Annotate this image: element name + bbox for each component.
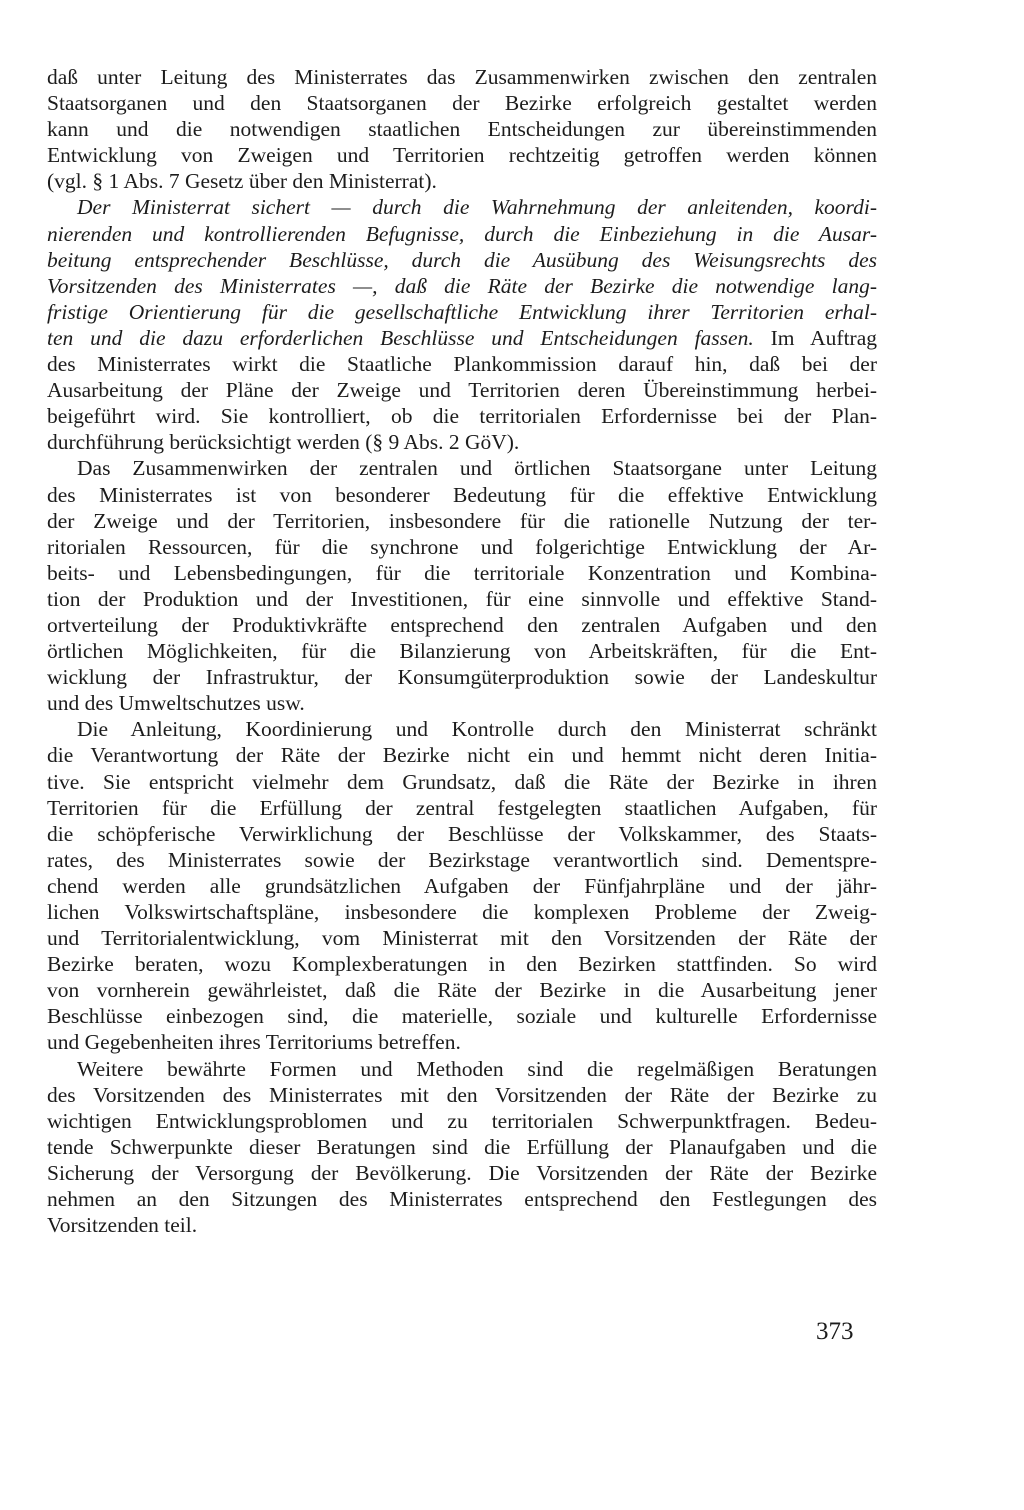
text-line: Weitere bewährte Formen und Methoden sind die regelmäßigen Beratungen <box>77 1056 877 1081</box>
text-line: Entwicklung von Zweigen und Territorien rechtzeitig getroffen werden können <box>47 143 877 168</box>
text-line: nehmen an den Sitzungen des Ministerrates entsprechend den Festlegungen des <box>47 1187 877 1212</box>
text-line: ritorialen Ressourcen, für die synchrone und folgerichtige Entwicklung der Ar- <box>47 534 877 559</box>
text-line: die schöpferische Verwirklichung der Beschlüsse der Volkskammer, des Staats- <box>47 821 877 846</box>
text-line <box>47 403 877 429</box>
roman-text: beigeführt wird. Sie kontrolliert, ob die territorialen Erfordernisse bei der Plan- <box>47 404 877 429</box>
text-line <box>47 377 877 403</box>
text-line <box>47 299 877 325</box>
text-line: örtlichen Möglichkeiten, für die Bilanzierung von Arbeitskräften, für die Ent- <box>47 639 877 664</box>
text-line: Staatsorganen und den Staatsorganen der Bezirke erfolgreich gestaltet werden <box>47 91 877 116</box>
italic-text: Vorsitzenden des Ministerrates —, daß die Räte der Bezirke die notwendige lang- <box>47 273 877 298</box>
text-line <box>47 247 877 273</box>
text-line: (vgl. § 1 Abs. 7 Gesetz über den Ministerrat). <box>47 169 437 194</box>
text-line: wicklung der Infrastruktur, der Konsumgüterproduktion sowie der Landeskultur <box>47 665 877 690</box>
roman-text: des Ministerrates wirkt die Staatliche Plankommission darauf hin, daß bei der <box>47 352 877 377</box>
italic-text: Der Ministerrat sichert — durch die Wahrnehmung der anleitenden, koordi- <box>77 195 877 220</box>
italic-text: fristige Orientierung für die gesellschaftliche Entwicklung ihrer Territorien erhal- <box>47 299 877 324</box>
text-line: ortverteilung der Produktivkräfte entsprechend den zentralen Aufgaben und den <box>47 612 877 637</box>
text-line: Beschlüsse einbezogen sind, die materielle, soziale und kulturelle Erfordernisse <box>47 1004 877 1029</box>
text-line: die Verantwortung der Räte der Bezirke nicht ein und hemmt nicht deren Initia- <box>47 743 877 768</box>
italic-text: beitung entsprechender Beschlüsse, durch die Ausübung des Weisungsrechts des <box>47 247 877 272</box>
text-line: rates, des Ministerrates sowie der Bezirkstage verantwortlich sind. Dementspre- <box>47 847 877 872</box>
text-line: des Vorsitzenden des Ministerrates mit den Vorsitzenden der Räte der Bezirke zu <box>47 1082 877 1107</box>
text-line: beits- und Lebensbedingungen, für die territoriale Konzentration und Kombina- <box>47 560 877 585</box>
text-line: von vornherein gewährleistet, daß die Räte der Bezirke in die Ausarbeitung jener <box>47 978 877 1003</box>
text-line: tende Schwerpunkte dieser Beratungen sind die Erfüllung der Planaufgaben und die <box>47 1134 877 1159</box>
text-line: daß unter Leitung des Ministerrates das Zusammenwirken zwischen den zentralen <box>47 65 877 89</box>
text-line <box>47 351 877 377</box>
page-body <box>47 64 877 1238</box>
text-line: Vorsitzenden teil. <box>47 1213 198 1238</box>
text-line: und Gegebenheiten ihres Territoriums betreffen. <box>47 1030 461 1055</box>
text-line: chend werden alle grundsätzlichen Aufgaben der Fünfjahrpläne und der jähr- <box>47 873 877 898</box>
text-line: Territorien für die Erfüllung der zentral festgelegten staatlichen Aufgaben, für <box>47 795 877 820</box>
page-number: 373 <box>816 1318 854 1345</box>
text-line: Bezirke beraten, wozu Komplexberatungen in den Bezirken stattfinden. So wird <box>47 952 877 977</box>
text-line: Sicherung der Versorgung der Bevölkerung. Die Vorsitzenden der Räte der Bezirke <box>47 1160 877 1185</box>
text-line: Die Anleitung, Koordinierung und Kontrolle durch den Ministerrat schränkt <box>77 717 877 742</box>
text-line <box>47 221 877 247</box>
roman-text: durchführung berücksichtigt werden (§ 9 Abs. 2 GöV). <box>47 430 520 455</box>
italic-text: ten und die dazu erforderlichen Beschlüsse und Entscheidungen fassen. <box>47 325 754 350</box>
roman-text: Ausarbeitung der Pläne der Zweige und Territorien deren Übereinstimmung herbei- <box>47 378 877 403</box>
paragraph <box>47 64 877 194</box>
text-line: tive. Sie entspricht vielmehr dem Grundsatz, daß die Räte der Bezirke in ihren <box>47 769 877 794</box>
text-line: tion der Produktion und der Investitionen, für eine sinnvolle und effektive Stand- <box>47 586 877 611</box>
text-line <box>47 273 877 299</box>
text-line: kann und die notwendigen staatlichen Entscheidungen zur übereinstimmenden <box>47 117 877 142</box>
text-line: wichtigen Entwicklungsproblomen und zu territorialen Schwerpunktfragen. Bedeu- <box>47 1108 877 1133</box>
text-line: lichen Volkswirtschaftspläne, insbesondere die komplexen Probleme der Zweig- <box>47 900 877 924</box>
text-line <box>47 325 877 351</box>
paragraph <box>47 194 877 455</box>
text-line: der Zweige und der Territorien, insbesondere für die rationelle Nutzung der ter- <box>47 508 877 533</box>
roman-text: Im Auftrag <box>753 325 877 350</box>
italic-text: nierenden und kontrollierenden Befugnisse, durch die Einbeziehung in die Ausar- <box>47 221 877 246</box>
paragraph <box>47 716 877 1055</box>
text-line: und des Umweltschutzes usw. <box>47 691 305 716</box>
paragraph <box>47 455 877 716</box>
text-line <box>47 194 877 220</box>
text-line <box>47 429 877 455</box>
text-line: und Territorialentwicklung, vom Ministerrat mit den Vorsitzenden der Räte der <box>47 926 877 951</box>
text-line: Das Zusammenwirken der zentralen und örtlichen Staatsorgane unter Leitung <box>77 456 877 481</box>
paragraph <box>47 1056 877 1239</box>
text-line: des Ministerrates ist von besonderer Bedeutung für die effektive Entwicklung <box>47 482 877 507</box>
